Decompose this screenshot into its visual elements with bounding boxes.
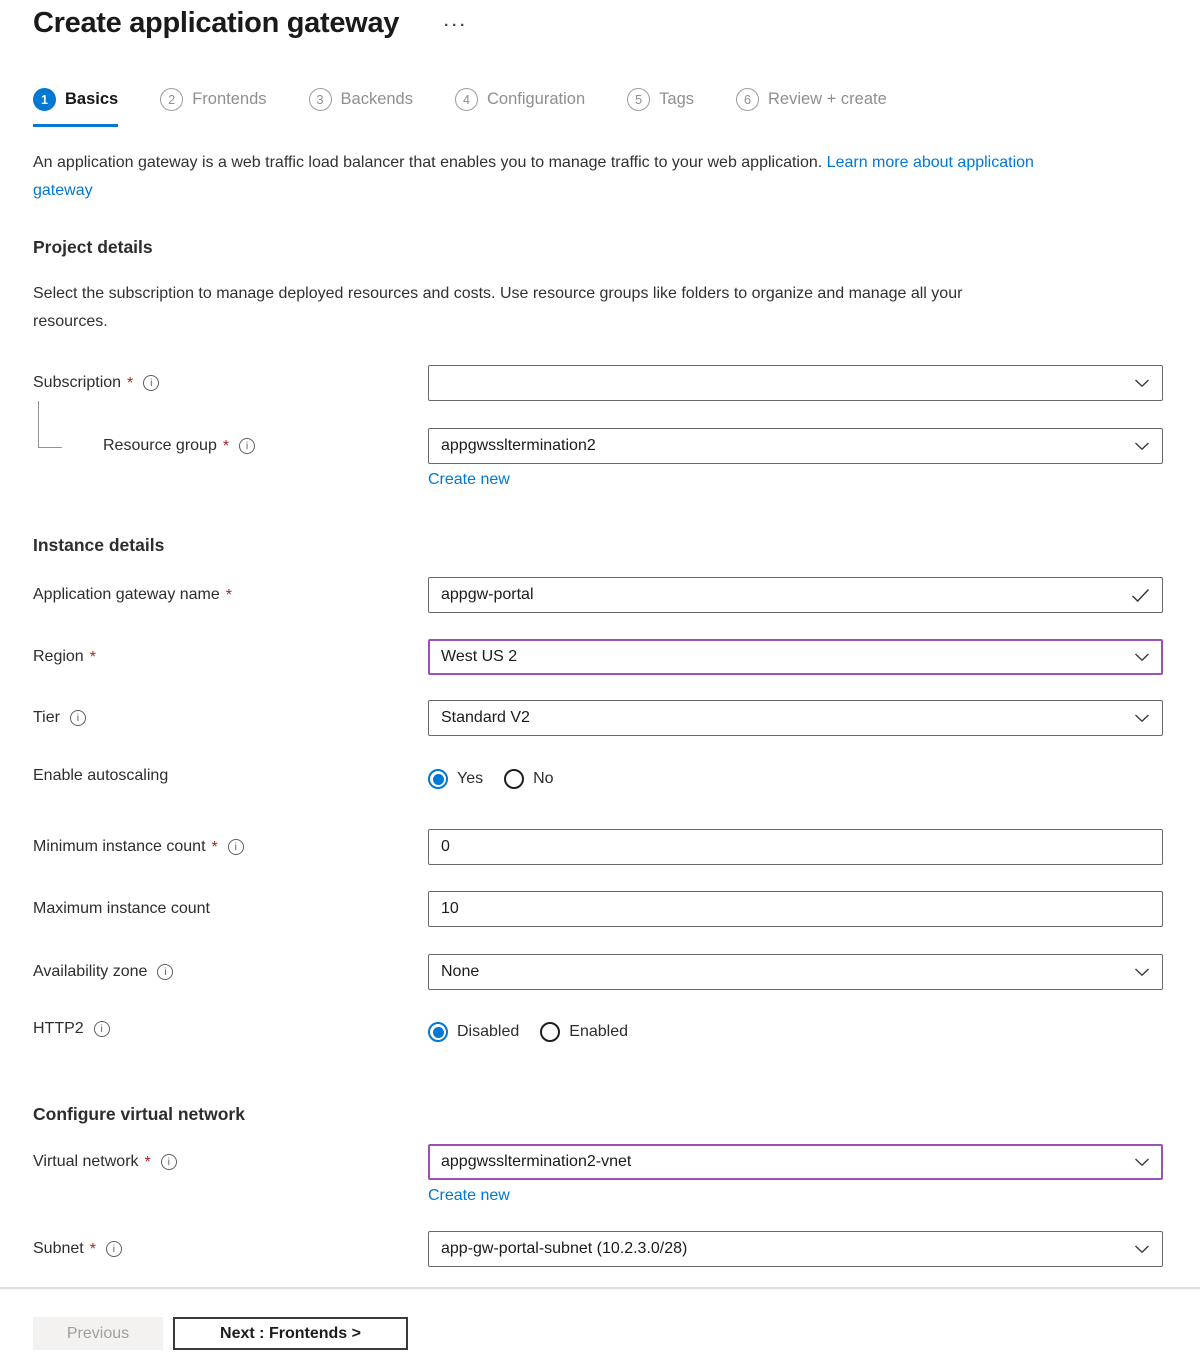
http2-disabled-radio[interactable]	[428, 1022, 519, 1042]
virtual-network-dropdown[interactable]	[428, 1144, 1163, 1180]
minimum-instance-count-info-icon[interactable]	[228, 839, 244, 855]
availability-zone-row	[33, 954, 1163, 990]
chevron-down-icon	[1134, 710, 1150, 726]
maximum-instance-count-label: Maximum instance count	[33, 900, 210, 917]
tab-backends-step-circle: 3	[309, 88, 332, 111]
app-gateway-name-label-cell	[33, 577, 428, 613]
nesting-connector-line	[38, 401, 62, 448]
tab-backends[interactable]	[309, 88, 413, 127]
resource-group-dropdown[interactable]	[428, 428, 1163, 464]
virtual-network-label: Virtual network	[33, 1153, 139, 1170]
resource-group-row	[33, 428, 1163, 489]
virtual-network-required-asterisk: *	[144, 1154, 151, 1171]
enable-autoscaling-row	[33, 763, 1163, 792]
region-row	[33, 639, 1163, 675]
resource-group-label-cell	[33, 428, 428, 464]
chevron-down-icon	[1134, 649, 1150, 665]
subnet-label-cell	[33, 1231, 428, 1267]
tab-configuration-label: Configuration	[486, 90, 586, 108]
region-dropdown[interactable]	[428, 639, 1163, 675]
http2-enabled-radio[interactable]	[540, 1022, 628, 1042]
region-label-cell	[33, 639, 428, 675]
chevron-down-icon	[1134, 375, 1150, 391]
region-required-asterisk: *	[89, 649, 96, 666]
radio-unselected-icon	[504, 769, 524, 789]
resource-group-value: appgwssltermination2	[441, 437, 596, 454]
tab-tags[interactable]	[627, 88, 694, 127]
subnet-dropdown[interactable]	[428, 1231, 1163, 1267]
virtual-network-label-cell	[33, 1144, 428, 1180]
app-gateway-name-row	[33, 577, 1163, 613]
http2-label: HTTP2	[33, 1020, 84, 1037]
tab-tags-label: Tags	[659, 90, 694, 108]
previous-button[interactable]: Previous	[33, 1317, 163, 1350]
radio-selected-icon	[428, 769, 448, 789]
project-details-heading: Project details	[33, 237, 153, 257]
minimum-instance-count-required-asterisk: *	[211, 839, 218, 856]
subnet-required-asterisk: *	[89, 1241, 96, 1258]
app-gateway-name-value: appgw-portal	[441, 586, 534, 603]
http2-info-icon[interactable]	[94, 1021, 110, 1037]
autoscaling-yes-radio[interactable]	[428, 769, 483, 789]
autoscaling-yes-label: Yes	[457, 770, 484, 787]
subnet-row	[33, 1231, 1163, 1267]
chevron-down-icon	[1134, 1154, 1150, 1170]
chevron-down-icon	[1134, 438, 1150, 454]
subscription-info-icon[interactable]	[143, 375, 159, 391]
minimum-instance-count-row	[33, 829, 1163, 865]
tab-configuration[interactable]	[455, 88, 585, 127]
tab-basics-label: Basics	[65, 90, 119, 108]
tab-basics[interactable]	[33, 88, 118, 127]
chevron-down-icon	[1134, 1241, 1150, 1257]
subscription-row	[33, 365, 1163, 401]
checkmark-icon	[1131, 588, 1150, 603]
resource-group-info-icon[interactable]	[239, 438, 255, 454]
tab-review-create-label: Review + create	[768, 90, 887, 108]
enable-autoscaling-label-cell	[33, 763, 428, 789]
region-value: West US 2	[441, 648, 518, 665]
virtual-network-value: appgwssltermination2-vnet	[441, 1153, 632, 1170]
virtual-network-row	[33, 1144, 1163, 1205]
tab-review-create[interactable]	[736, 88, 887, 127]
tab-frontends[interactable]	[160, 88, 266, 127]
tier-dropdown[interactable]	[428, 700, 1163, 736]
resource-group-required-asterisk: *	[222, 438, 230, 455]
maximum-instance-count-row	[33, 891, 1163, 927]
radio-unselected-icon	[540, 1022, 560, 1042]
page-title: Create application gateway	[33, 7, 400, 39]
app-gateway-name-label: Application gateway name	[33, 586, 220, 603]
app-gateway-name-required-asterisk: *	[225, 587, 233, 604]
instance-details-heading: Instance details	[33, 535, 165, 555]
subnet-value: app-gw-portal-subnet (10.2.3.0/28)	[441, 1240, 688, 1257]
maximum-instance-count-label-cell	[33, 891, 428, 927]
tier-info-icon[interactable]	[70, 710, 86, 726]
availability-zone-label-cell	[33, 954, 428, 990]
enable-autoscaling-radio-group	[428, 766, 1163, 792]
tab-configuration-step-circle: 4	[455, 88, 478, 111]
next-frontends-button[interactable]: Next : Frontends >	[173, 1317, 408, 1350]
resource-group-create-new-link[interactable]: Create new	[428, 471, 510, 488]
configure-virtual-network-heading: Configure virtual network	[33, 1104, 245, 1124]
minimum-instance-count-input[interactable]	[428, 829, 1163, 865]
intro-text	[33, 149, 1043, 204]
http2-label-cell	[33, 1016, 428, 1042]
http2-disabled-label: Disabled	[457, 1023, 520, 1040]
subscription-dropdown[interactable]	[428, 365, 1163, 401]
resource-group-label: Resource group	[103, 437, 217, 454]
minimum-instance-count-label-cell	[33, 829, 428, 865]
autoscaling-no-label: No	[533, 770, 554, 787]
tab-review-create-step-circle: 6	[736, 88, 759, 111]
radio-selected-icon	[428, 1022, 448, 1042]
http2-enabled-label: Enabled	[569, 1023, 628, 1040]
more-options-icon[interactable]: ···	[444, 17, 469, 34]
minimum-instance-count-value: 0	[441, 838, 450, 855]
tier-label-cell	[33, 700, 428, 736]
http2-row	[33, 1016, 1163, 1045]
app-gateway-name-input[interactable]	[428, 577, 1163, 613]
wizard-tabs	[33, 88, 1163, 127]
tab-backends-label: Backends	[340, 90, 413, 108]
availability-zone-dropdown[interactable]	[428, 954, 1163, 990]
tab-frontends-label: Frontends	[192, 90, 267, 108]
region-label: Region	[33, 648, 84, 665]
learn-more-link[interactable]: Learn more about application gateway	[33, 154, 1034, 199]
availability-zone-info-icon[interactable]	[157, 964, 173, 980]
availability-zone-value: None	[441, 963, 480, 980]
subnet-info-icon[interactable]	[106, 1241, 122, 1257]
virtual-network-create-new-link[interactable]: Create new	[428, 1187, 510, 1204]
chevron-down-icon	[1134, 964, 1150, 980]
page-header	[33, 0, 1163, 40]
tier-row	[33, 700, 1163, 736]
tab-frontends-step-circle: 2	[160, 88, 183, 111]
subscription-label: Subscription	[33, 374, 122, 391]
tier-label: Tier	[33, 709, 60, 726]
tab-tags-step-circle: 5	[627, 88, 650, 111]
http2-radio-group	[428, 1019, 1163, 1045]
availability-zone-label: Availability zone	[33, 963, 148, 980]
wizard-footer	[0, 1287, 1200, 1358]
subnet-label: Subnet	[33, 1240, 84, 1257]
intro-sentence: An application gateway is a web traffic load balancer that enables you to manage traffic to your web application.	[33, 154, 827, 171]
virtual-network-info-icon[interactable]	[161, 1154, 177, 1170]
tier-value: Standard V2	[441, 709, 530, 726]
minimum-instance-count-label: Minimum instance count	[33, 838, 206, 855]
enable-autoscaling-label: Enable autoscaling	[33, 767, 169, 784]
tab-basics-step-circle: 1	[33, 88, 56, 111]
maximum-instance-count-input[interactable]	[428, 891, 1163, 927]
project-details-description: Select the subscription to manage deployed resources and costs. Use resource groups like folders to organize and manage all your resources.	[33, 285, 963, 330]
maximum-instance-count-value: 10	[441, 900, 459, 917]
subscription-required-asterisk: *	[127, 375, 134, 392]
autoscaling-no-radio[interactable]	[504, 769, 553, 789]
subscription-label-cell	[33, 365, 428, 401]
